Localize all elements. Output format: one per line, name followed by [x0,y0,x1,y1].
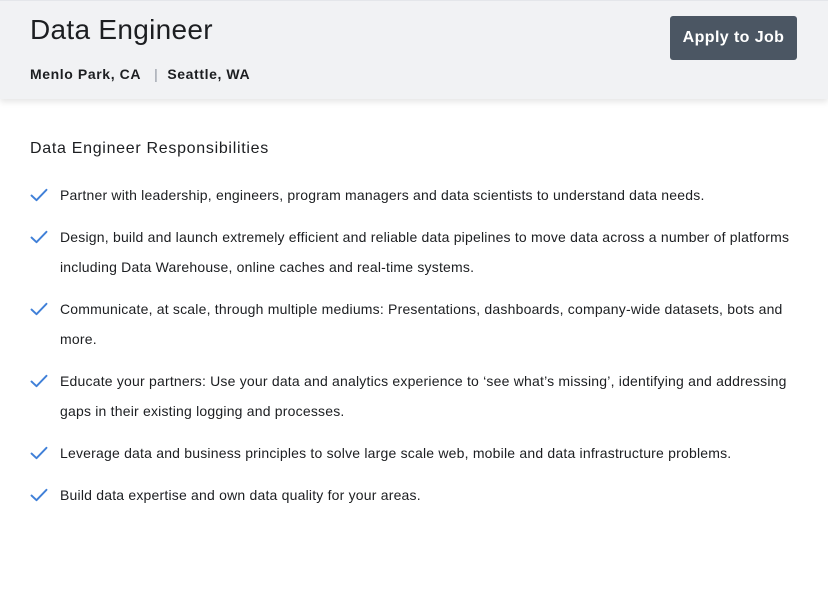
job-header [0,0,828,99]
checkmark-icon [30,446,48,460]
apply-to-job-button[interactable]: Apply to Job [670,16,797,60]
section-heading: Data Engineer Responsibilities [30,140,269,157]
list-item-text: Build data expertise and own data quality for your areas. [60,487,421,503]
list-item-text: Design, build and launch extremely efficient and reliable data pipelines to move data across a number of platforms including Data Warehouse, online caches and real-time systems. [60,229,790,275]
job-title: Data Engineer [30,14,213,45]
responsibilities-list [30,180,790,522]
list-item-text: Educate your partners: Use your data and analytics experience to ‘see what’s missing’, identifying and addressing gaps in their existing logging and processes. [60,373,787,419]
list-item [30,480,790,510]
list-item [30,438,790,468]
list-item [30,294,790,354]
list-item [30,222,790,282]
location-separator: | [154,66,159,82]
location-menlo-park: Menlo Park, CA [30,66,142,82]
job-locations [30,65,250,83]
list-item-text: Communicate, at scale, through multiple mediums: Presentations, dashboards, company-wide datasets, bots and more. [60,301,783,347]
list-item [30,366,790,426]
location-seattle: Seattle, WA [167,66,251,82]
list-item [30,180,790,210]
checkmark-icon [30,374,48,388]
checkmark-icon [30,302,48,316]
list-item-text: Partner with leadership, engineers, program managers and data scientists to understand data needs. [60,187,705,203]
list-item-text: Leverage data and business principles to solve large scale web, mobile and data infrastructure problems. [60,445,732,461]
checkmark-icon [30,188,48,202]
checkmark-icon [30,488,48,502]
checkmark-icon [30,230,48,244]
